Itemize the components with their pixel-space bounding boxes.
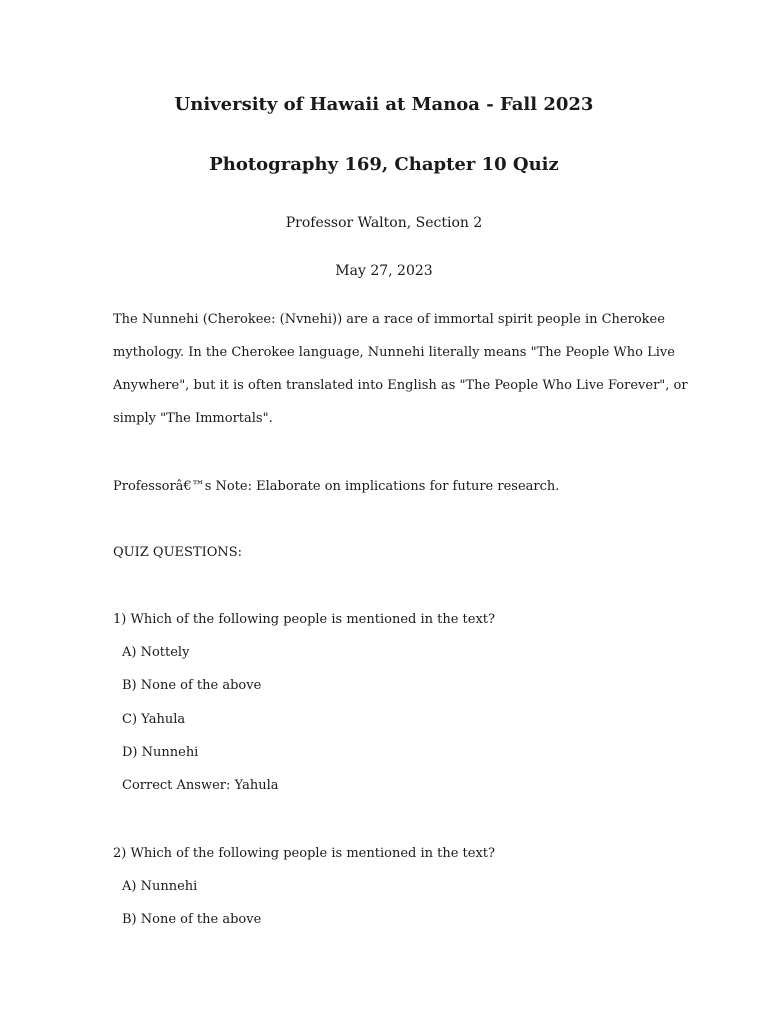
passage-line: simply "The Immortals". — [113, 411, 273, 426]
answer-option: C) Yahula — [122, 712, 186, 727]
correct-answer: Correct Answer: Yahula — [122, 778, 279, 793]
answer-option: B) None of the above — [122, 912, 262, 927]
professor-note: Professorâ€™s Note: Elaborate on implications for future research. — [113, 479, 560, 494]
date-line: May 27, 2023 — [335, 263, 433, 279]
answer-option: A) Nottely — [122, 645, 190, 660]
question-prompt: 1) Which of the following people is mentioned in the text? — [113, 612, 495, 627]
passage-line: Anywhere", but it is often translated into English as "The People Who Live Forever", or — [113, 378, 688, 393]
answer-option: B) None of the above — [122, 678, 262, 693]
document-title-course: Photography 169, Chapter 10 Quiz — [209, 154, 559, 175]
instructor-line: Professor Walton, Section 2 — [285, 215, 483, 231]
quiz-heading: QUIZ QUESTIONS: — [113, 545, 243, 560]
answer-option: A) Nunnehi — [122, 879, 198, 894]
answer-option: D) Nunnehi — [122, 745, 199, 760]
passage-line: The Nunnehi (Cherokee: (Nvnehi)) are a race of immortal spirit people in Cherokee — [113, 312, 665, 327]
question-prompt: 2) Which of the following people is mentioned in the text? — [113, 846, 495, 861]
document-title-institution: University of Hawaii at Manoa - Fall 2023 — [174, 94, 594, 115]
passage-line: mythology. In the Cherokee language, Nunnehi literally means "The People Who Live — [113, 345, 675, 360]
